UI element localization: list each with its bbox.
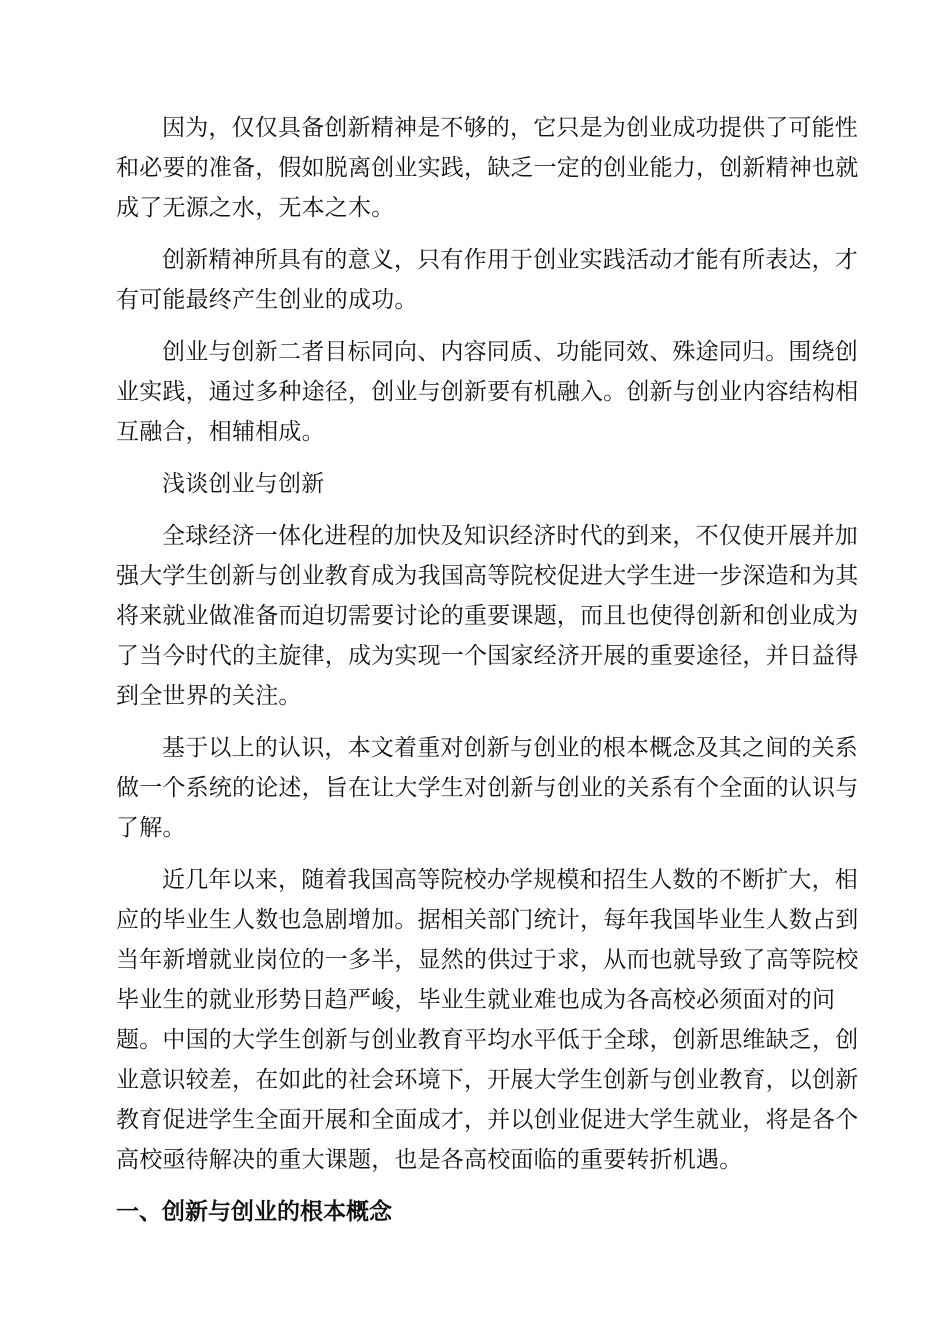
paragraph-line: 创新精神所具有的意义，只有作用于创业实践活动才能有所表达，才 (162, 247, 858, 273)
section-heading: 一、创新与创业的根本概念 (116, 1199, 392, 1225)
paragraph-line: 将来就业做准备而迫切需要讨论的重要课题，而且也使得创新和创业成为 (116, 603, 859, 629)
paragraph-6 (116, 728, 859, 848)
paragraph-7 (116, 860, 859, 1180)
paragraph-line: 教育促进学生全面开展和全面成才，并以创业促进大学生就业，将是各个 (116, 1107, 859, 1133)
paragraph-line: 强大学生创新与创业教育成为我国高等院校促进大学生进一步深造和为其 (116, 563, 859, 589)
paragraph-line: 有可能最终产生创业的成功。 (116, 287, 418, 313)
paragraph-line: 和必要的准备，假如脱离创业实践，缺乏一定的创业能力，创新精神也就 (116, 155, 859, 181)
paragraph-line: 应的毕业生人数也急剧增加。据相关部门统计，每年我国毕业生人数占到 (116, 907, 859, 933)
paragraph-line: 全球经济一体化进程的加快及知识经济时代的到来，不仅使开展并加 (162, 523, 858, 549)
document-page (116, 108, 859, 1232)
paragraph-line: 做一个系统的论述，旨在让大学生对创新与创业的关系有个全面的认识与 (116, 775, 859, 801)
paragraph-line: 到全世界的关注。 (116, 683, 302, 709)
paragraph-line: 业实践，通过多种途径，创业与创新要有机融入。创新与创业内容结构相 (116, 379, 859, 405)
paragraph-line: 毕业生的就业形势日趋严峻，毕业生就业难也成为各高校必须面对的问 (116, 987, 836, 1013)
paragraph-line: 了当今时代的主旋律，成为实现一个国家经济开展的重要途径，并日益得 (116, 643, 859, 669)
paragraph-line: 互融合，相辅相成。 (116, 419, 325, 445)
paragraph-line: 当年新增就业岗位的一多半，显然的供过于求，从而也就导致了高等院校 (116, 947, 859, 973)
paragraph-line: 高校亟待解决的重大课题，也是各高校面临的重要转折机遇。 (116, 1147, 743, 1173)
subtitle-paragraph (116, 464, 832, 504)
paragraph-line: 业意识较差，在如此的社会环境下，开展大学生创新与创业教育，以创新 (116, 1067, 859, 1093)
paragraph-5 (116, 516, 859, 716)
paragraph-2 (116, 240, 858, 320)
paragraph-line: 创业与创新二者目标同向、内容同质、功能同效、殊途同归。围绕创 (162, 339, 858, 365)
subtitle-line: 浅谈创业与创新 (162, 471, 325, 497)
paragraph-line: 因为，仅仅具备创新精神是不够的，它只是为创业成功提供了可能性 (162, 115, 858, 141)
paragraph-line: 题。中国的大学生创新与创业教育平均水平低于全球，创新思维缺乏，创 (116, 1027, 859, 1053)
paragraph-line: 了解。 (116, 815, 186, 841)
paragraph-3 (116, 332, 859, 452)
paragraph-line: 基于以上的认识，本文着重对创新与创业的根本概念及其之间的关系 (162, 735, 858, 761)
paragraph-line: 成了无源之水，无本之木。 (116, 195, 395, 221)
paragraph-1 (116, 108, 859, 228)
paragraph-line: 近几年以来，随着我国高等院校办学规模和招生人数的不断扩大，相 (162, 867, 858, 893)
